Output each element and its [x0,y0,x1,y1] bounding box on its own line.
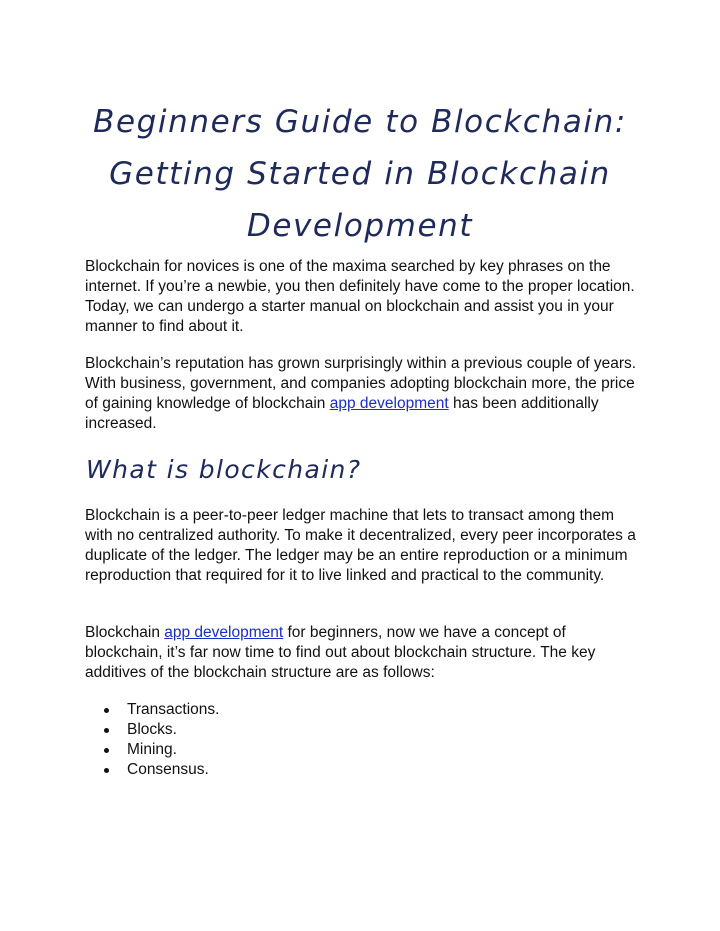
list-item-label: Transactions. [127,701,220,718]
list-item-label: Consensus. [127,761,209,778]
list-item [100,740,219,760]
app-development-link[interactable]: app development [329,395,449,412]
intro-paragraph-2-text-start: Blockchain’s reputation has grown surprisingly within a previous couple of years. With business, government, and companies adopting blockchain more, the price of gaining knowledge of blockchain [85,355,637,412]
bullet-icon [104,768,109,773]
intro-paragraph-2-text-end: has been additionally increased. [85,395,599,432]
title-line-3: Development [246,208,474,244]
list-item-label: Mining. [127,741,177,758]
bullet-icon [104,748,109,753]
bullet-icon [104,708,109,713]
list-item [100,720,219,740]
list-item [100,760,219,780]
title-line-1: Beginners Guide to Blockchain: [93,104,627,140]
section-paragraph-1: Blockchain is a peer-to-peer ledger machine that lets to transact among them with no centralized authority. To make it decentralized, every peer incorporates a duplicate of the ledger. The ledger may be an entire reproduction or a minimum reproduction that required for it to live linked and practical to the community. [85,507,636,584]
section-heading: What is blockchain? [86,455,362,484]
list-item [100,700,219,720]
section-paragraph-2 [85,623,645,683]
bullet-icon [104,728,109,733]
list-item-label: Blocks. [127,721,177,738]
section-paragraph-2-text-end: for beginners, now we have a concept of blockchain, it’s far now time to find out about blockchain structure. The key additives of the blockchain structure are as follows: [85,624,596,681]
blockchain-components-list [100,700,219,780]
intro-paragraph-1: Blockchain for novices is one of the maxima searched by key phrases on the internet. If you’re a newbie, you then definitely have come to the proper location. Today, we can undergo a starter manual on blockchain and assist you in your manner to find about it. [85,258,635,335]
section-paragraph-2-text-start: Blockchain [85,624,165,641]
intro-paragraph-2 [85,354,645,434]
title-line-2: Getting Started in Blockchain [109,156,611,192]
app-development-link-2[interactable]: app development [164,624,284,641]
page-title [80,96,640,252]
